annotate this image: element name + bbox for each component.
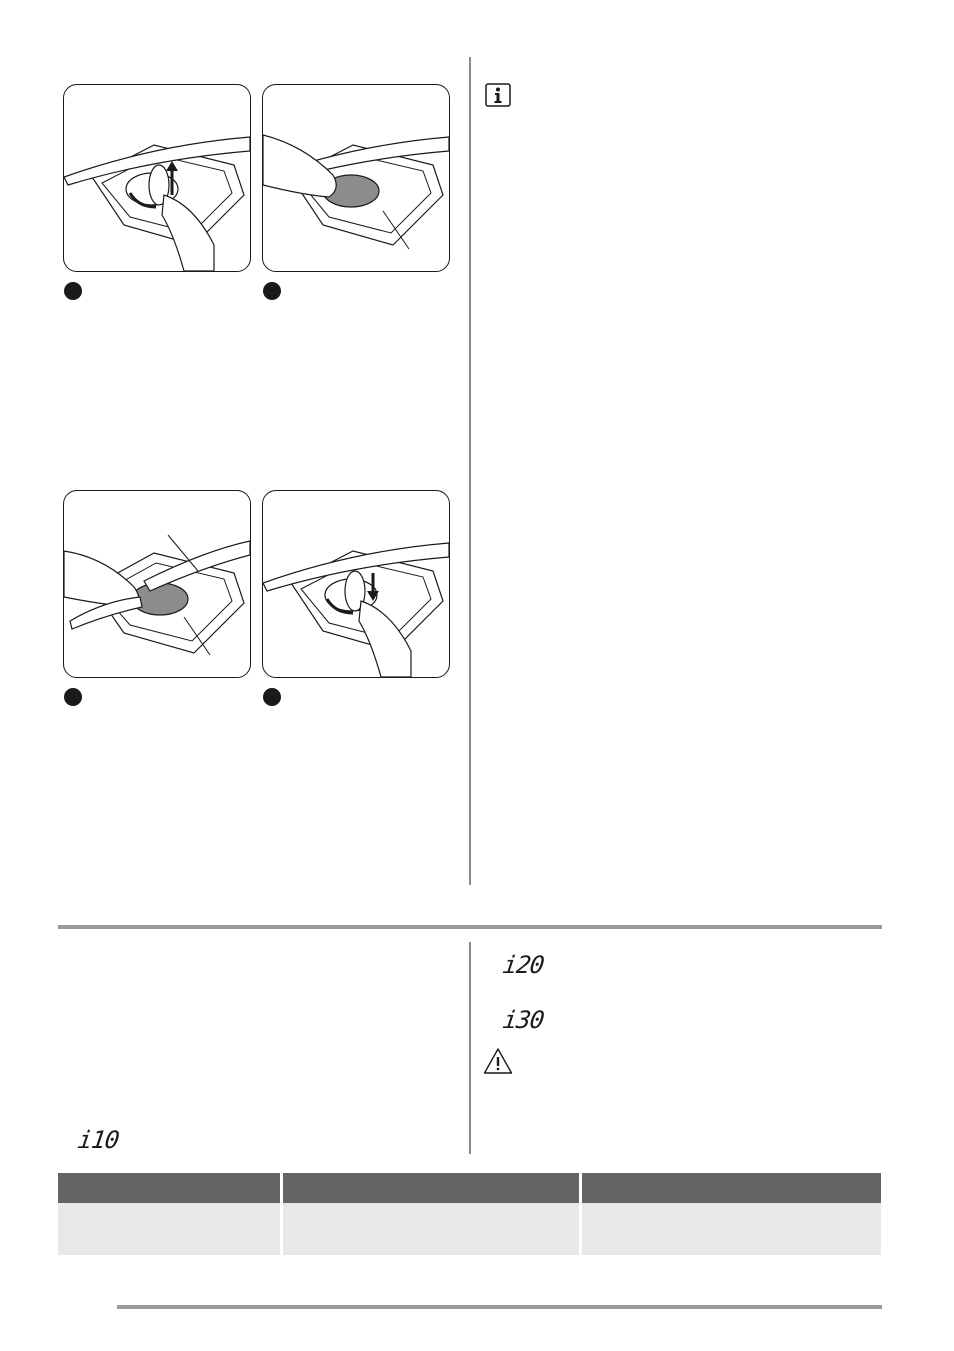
- step-marker-2: [263, 282, 281, 300]
- column-divider-lower: [469, 942, 471, 1154]
- figure-panel-3: [63, 490, 251, 678]
- data-table: [58, 1173, 881, 1255]
- display-code-10: i10: [76, 1126, 121, 1154]
- table-cell: [283, 1203, 579, 1255]
- table-row: [58, 1203, 881, 1255]
- warning-icon: [483, 1047, 513, 1075]
- figure-panel-4: [262, 490, 450, 678]
- table-cell: [582, 1203, 881, 1255]
- step-marker-3: [64, 688, 82, 706]
- footer-rule: [117, 1305, 882, 1309]
- column-divider-upper: [469, 57, 471, 885]
- step-marker-1: [64, 282, 82, 300]
- step-marker-4: [263, 688, 281, 706]
- info-icon: [485, 83, 511, 107]
- figure-panel-2: [262, 84, 450, 272]
- section-divider: [58, 925, 882, 929]
- display-code-30: i30: [501, 1006, 546, 1034]
- table-cell: [58, 1203, 280, 1255]
- table-header-cell: [283, 1173, 579, 1203]
- table-header-cell: [582, 1173, 881, 1203]
- table-header-cell: [58, 1173, 280, 1203]
- table-header-row: [58, 1173, 881, 1203]
- display-code-20: i20: [501, 951, 546, 979]
- figure-panel-1: [63, 84, 251, 272]
